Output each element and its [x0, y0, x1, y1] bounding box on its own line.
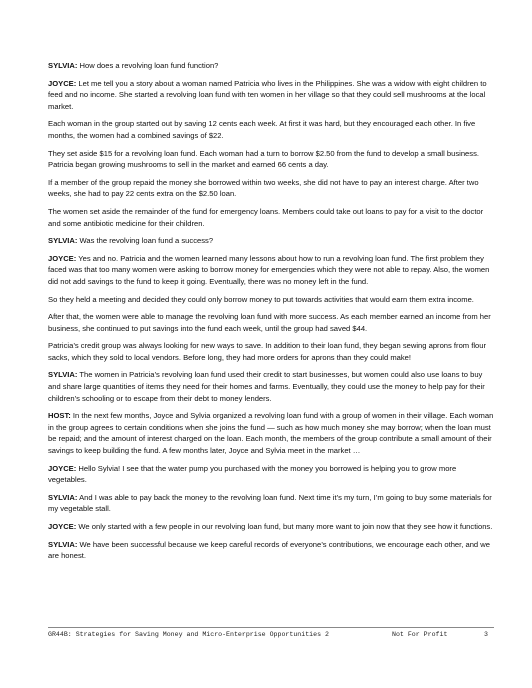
speaker-label: SYLVIA:: [48, 492, 78, 502]
dialogue-paragraph: [48, 463, 494, 486]
speaker-label: SYLVIA:: [48, 539, 78, 549]
dialogue-paragraph: [48, 253, 494, 288]
page-number: 3: [484, 631, 488, 638]
dialogue-paragraph: [48, 521, 494, 533]
dialogue-paragraph: [48, 206, 494, 229]
speaker-label: SYLVIA:: [48, 370, 78, 380]
dialogue-paragraph: [48, 539, 494, 562]
dialogue-paragraph: [48, 60, 494, 72]
footer-note: Not For Profit: [392, 631, 448, 638]
dialogue-paragraph: [48, 492, 494, 515]
paragraph-text: And I was able to pay back the money to the revolving loan fund. Next time it’s my turn, I’m going to buy some materials for my vegetable stall.: [48, 492, 492, 514]
paragraph-text: Each woman in the group started out by saving 12 cents each week. At first it was hard, but they encouraged each other. In five months, the women had a combined savings of $22.: [48, 119, 476, 140]
paragraph-text: Let me tell you a story about a woman named Patricia who lives in the Philippines. She was a widow with eight children to feed and no income. She started a revolving loan fund with ten women in her village so that they could sell mushrooms at the local market.: [48, 78, 487, 111]
paragraph-text: The women in Patricia’s revolving loan fund used their credit to start businesses, but women could also use loans to buy and share large quantities of items they need for their homes and farms. Eventually, they could use the money to help pay for their children’s schooling or to escape from their debt to money lenders.: [48, 370, 485, 403]
speaker-label: JOYCE:: [48, 78, 77, 88]
dialogue-paragraph: [48, 410, 494, 456]
speaker-label: JOYCE:: [48, 463, 77, 473]
speaker-label: SYLVIA:: [48, 236, 78, 246]
paragraph-text: We only started with a few people in our revolving loan fund, but many more want to join now that they see how it functions.: [76, 522, 493, 531]
paragraph-text: Was the revolving loan fund a success?: [77, 236, 214, 246]
paragraph-text: So they held a meeting and decided they could only borrow money to put towards activities that would earn them extra income.: [48, 294, 474, 304]
dialogue-paragraph: [48, 294, 494, 306]
footer-divider: [48, 627, 494, 628]
paragraph-text: Hello Sylvia! I see that the water pump you purchased with the money you borrowed is helping you to grow more vegetables.: [48, 463, 457, 485]
dialogue-paragraph: [48, 118, 494, 141]
dialogue-paragraph: [48, 311, 494, 334]
speaker-label: JOYCE:: [48, 522, 77, 531]
paragraph-text: How does a revolving loan fund function?: [77, 61, 219, 70]
dialogue-paragraph: [48, 78, 494, 113]
paragraph-text: Yes and no. Patricia and the women learned many lessons about how to run a revolving loan fund. The first problem they faced was that too many women were asking to borrow money for emergencies which they were not able to repay. Also, the women did not add savings to the fund to keep it going. Eventually, there was no money left in the fund.: [48, 253, 490, 286]
footer-title: GR44B: Strategies for Saving Money and Micro-Enterprise Opportunities 2: [48, 631, 329, 638]
speaker-label: JOYCE:: [48, 253, 77, 263]
paragraph-text: In the next few months, Joyce and Sylvia organized a revolving loan fund with a group of women in their village. Each woman in the group agrees to certain conditions when she joins the fund — such as how much money she may borrow; when the loan must be repaid; and the amount of interest charged on the loan. Each month, the members of the group contribute a small amount of their savings to keep building the fund. A few months later, Joyce and Sylvia meet in the market …: [48, 411, 494, 456]
dialogue-paragraph: [48, 177, 494, 200]
page-footer: [48, 630, 494, 642]
paragraph-text: Patricia’s credit group was always looking for new ways to save. In addition to their loan fund, they began sewing aprons from flour sacks, which they sold to local vendors. Before long, they had more orders for aprons than they could make!: [48, 341, 487, 362]
dialogue-paragraph: [48, 235, 494, 247]
document-body: [48, 60, 494, 568]
paragraph-text: They set aside $15 for a revolving loan fund. Each woman had a turn to borrow $2.50 from the fund to develop a small business. Patricia began growing mushrooms to sell in the market and earned 66 cents a day.: [48, 148, 479, 170]
paragraph-text: We have been successful because we keep careful records of everyone’s contributions, we encourage each other, and we are honest.: [48, 539, 490, 561]
dialogue-paragraph: [48, 340, 494, 363]
speaker-label: SYLVIA:: [48, 61, 78, 70]
speaker-label: HOST:: [48, 411, 71, 421]
dialogue-paragraph: [48, 369, 494, 404]
paragraph-text: After that, the women were able to manage the revolving loan fund with more success. As each member earned an income from her business, she continued to put savings into the fund each week, until the group had saved $44.: [48, 312, 491, 333]
paragraph-text: The women set aside the remainder of the fund for emergency loans. Members could take out loans to pay for a visit to the doctor and some antibiotic medicine for their children.: [48, 206, 484, 228]
paragraph-text: If a member of the group repaid the money she borrowed within two weeks, she did not have to pay an interest charge. After two weeks, she had to pay 22 cents extra on the $2.50 loan.: [48, 177, 479, 199]
dialogue-paragraph: [48, 148, 494, 171]
